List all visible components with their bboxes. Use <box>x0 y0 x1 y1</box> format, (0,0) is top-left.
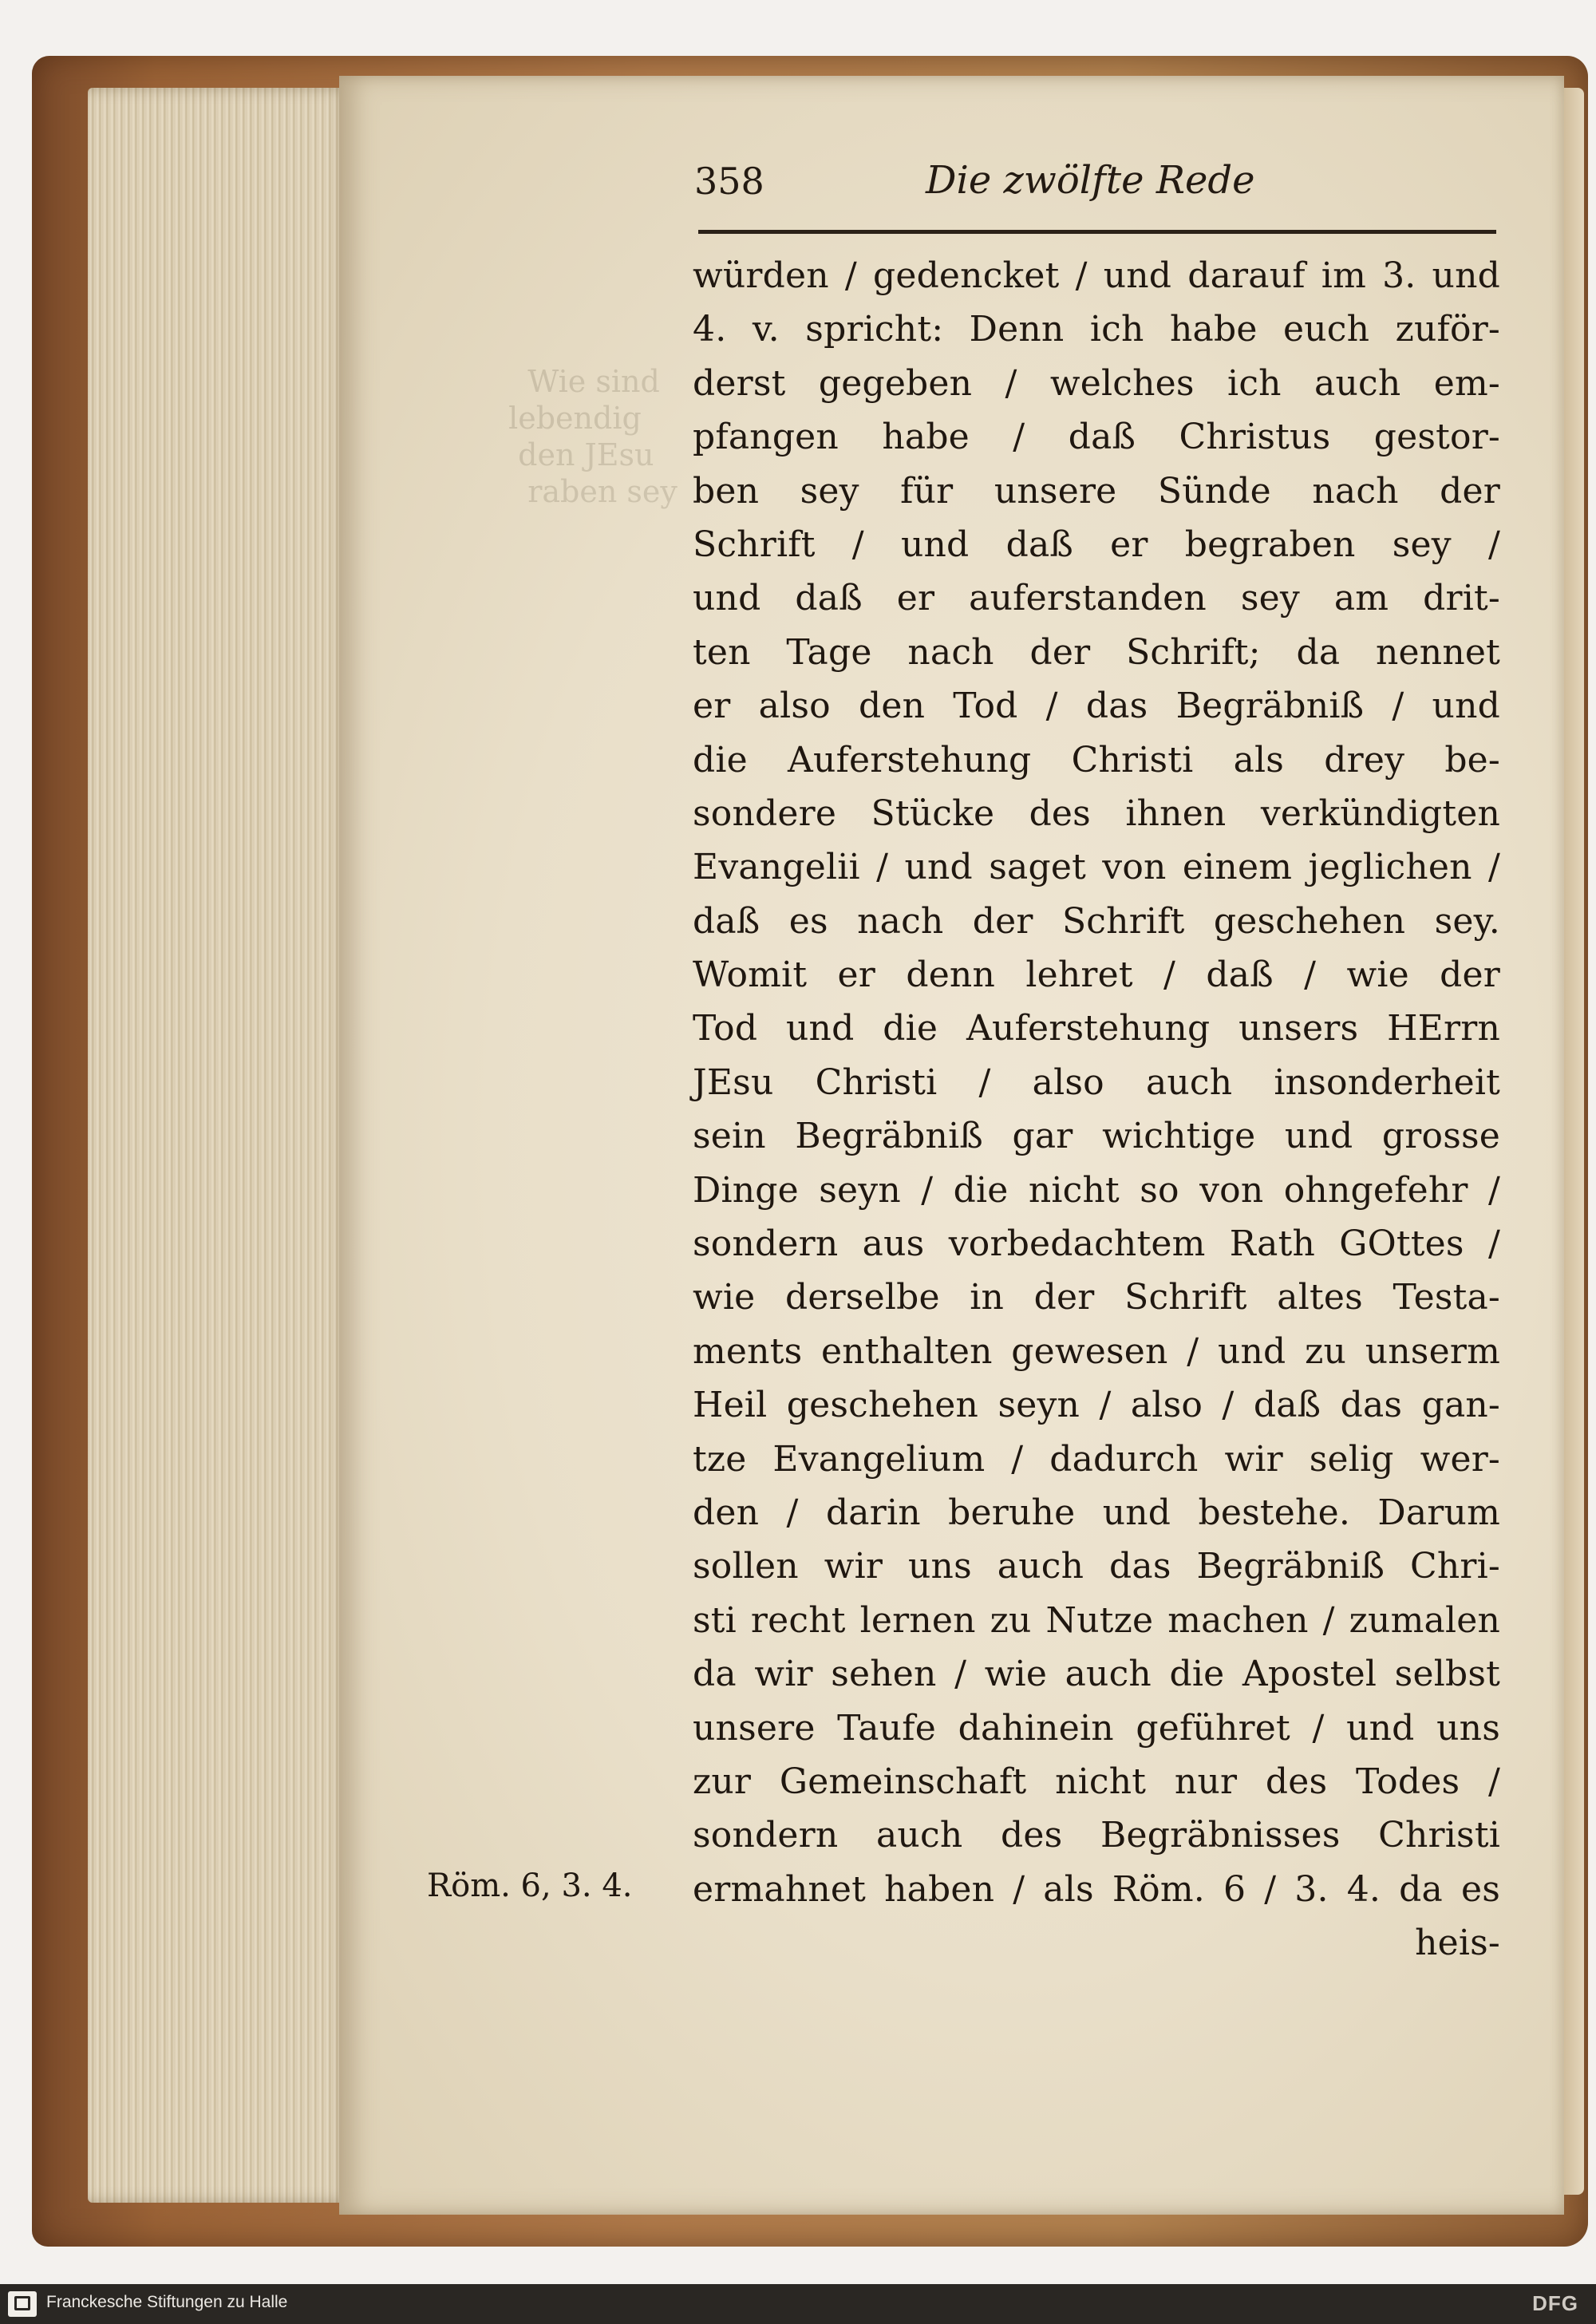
text-line: ten Tage nach der Schrift; da nennet <box>693 631 1500 673</box>
footer-bar <box>0 2284 1596 2324</box>
text-line: Womit er denn lehret / daß / wie der <box>693 955 1500 996</box>
text-line: pfangen habe / daß Christus gestor- <box>693 417 1500 458</box>
text-line: 4. v. spricht: Denn ich habe euch zuför- <box>693 309 1500 350</box>
text-line: Tod und die Auferstehung unsers HErrn <box>693 1008 1500 1049</box>
text-line: sollen wir uns auch das Begräbniß Chri- <box>693 1546 1500 1587</box>
text-line: tze Evangelium / dadurch wir selig wer- <box>693 1438 1500 1480</box>
text-line: sein Begräbniß gar wichtige und grosse <box>693 1116 1500 1157</box>
header-rule <box>698 230 1496 234</box>
text-line: würden / gedencket / und darauf im 3. und <box>693 255 1500 296</box>
text-line: daß es nach der Schrift geschehen sey. <box>693 900 1500 942</box>
text-line: derst gegeben / welches ich auch em- <box>693 362 1500 404</box>
library-logo-icon <box>8 2291 37 2317</box>
text-line: und daß er auferstanden sey am drit- <box>693 578 1500 619</box>
page-number: 358 <box>694 160 764 203</box>
text-line: sondern auch des Begräbnisses Christi <box>693 1815 1500 1856</box>
text-line: Evangelii / und saget von einem jeglichen / <box>693 847 1500 888</box>
text-line: Dinge seyn / die nicht so von ohngefehr / <box>693 1169 1500 1211</box>
text-line: zur Gemeinschaft nicht nur des Todes / <box>693 1761 1500 1802</box>
text-line: ermahnet haben / als Röm. 6 / 3. 4. da es <box>693 1868 1500 1910</box>
library-name: Franckesche Stiftungen zu Halle <box>46 2293 288 2311</box>
text-line: Schrift / und daß er begraben sey / <box>693 524 1500 565</box>
page-stack-edges <box>88 88 351 2203</box>
text-line: JEsu Christi / also auch insonderheit <box>693 1061 1500 1103</box>
text-line: er also den Tod / das Begräbniß / und <box>693 686 1500 727</box>
body-text <box>693 249 1500 1970</box>
text-line: wie derselbe in der Schrift altes Testa- <box>693 1277 1500 1318</box>
funder-logo: DFG <box>1532 2291 1578 2315</box>
text-line: da wir sehen / wie auch die Apostel selbst <box>693 1654 1500 1695</box>
running-head <box>694 160 1492 215</box>
text-line: die Auferstehung Christi als drey be- <box>693 739 1500 781</box>
header-title: Die zwölfte Rede <box>926 158 1255 203</box>
text-line: ben sey für unsere Sünde nach der <box>693 470 1500 512</box>
text-line: sondere Stücke des ihnen verkündigten <box>693 792 1500 834</box>
text-line: sti recht lernen zu Nutze machen / zumalen <box>693 1599 1500 1641</box>
text-line: den / darin beruhe und bestehe. Darum <box>693 1492 1500 1533</box>
catchword: heis- <box>1415 1923 1500 1964</box>
text-line: ments enthalten gewesen / und zu unserm <box>693 1330 1500 1372</box>
text-line: sondern aus vorbedachtem Rath GOttes / <box>693 1223 1500 1265</box>
text-line: Heil geschehen seyn / also / daß das gan- <box>693 1385 1500 1426</box>
bleed-through-text: Wie sind lebendig den JEsu raben sey <box>508 364 678 509</box>
margin-note: Röm. 6, 3. 4. <box>427 1868 633 1904</box>
text-line: unsere Taufe dahinein geführet / und uns <box>693 1707 1500 1749</box>
